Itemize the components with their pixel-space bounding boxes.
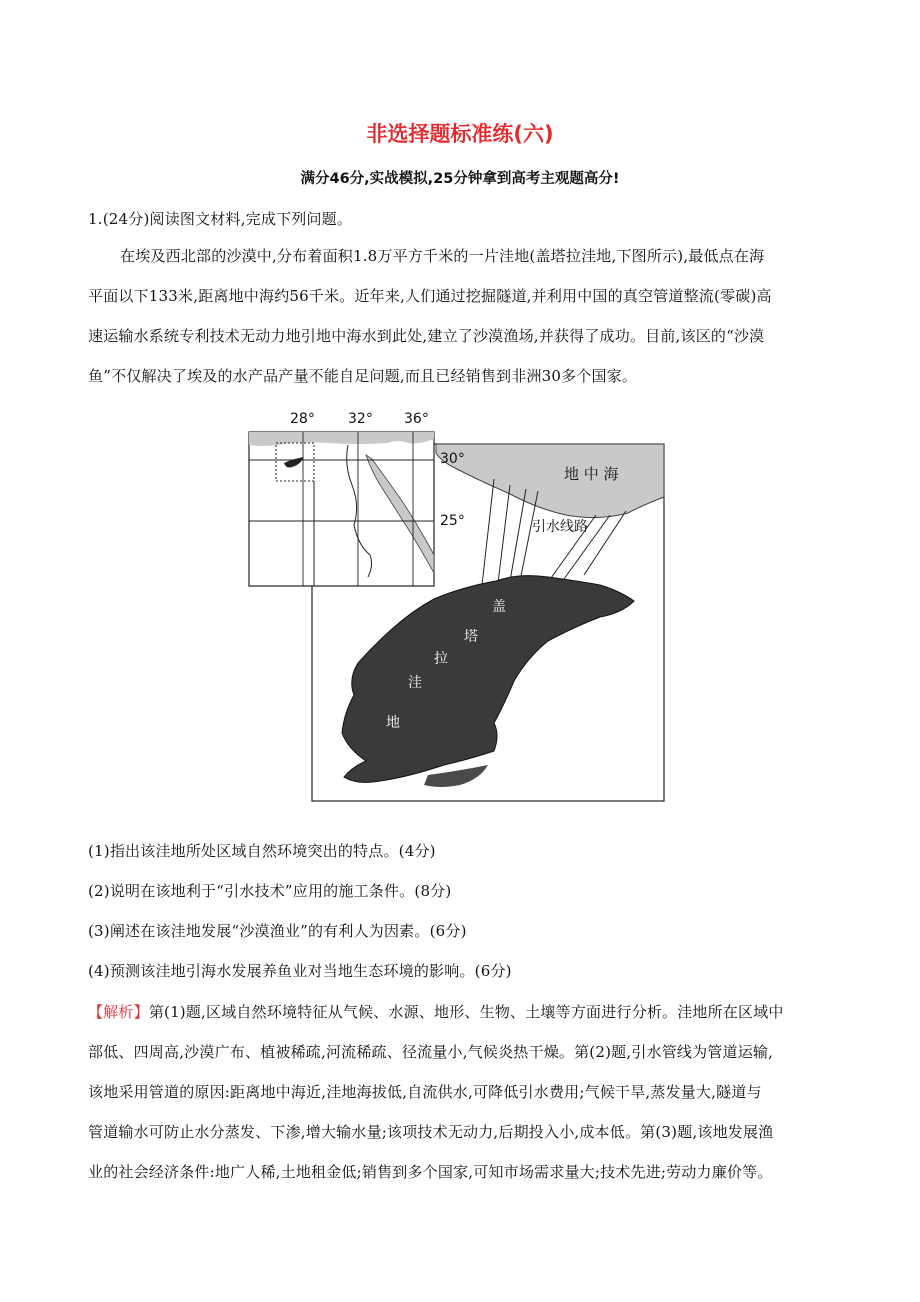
analysis-line: 业的社会经济条件:地广人稀,土地租金低;销售到多个国家,可知市场需求量大;技术先进;劳动力廉价等。 — [88, 1163, 773, 1181]
depression-char: 拉 — [434, 651, 448, 667]
depression-char: 塔 — [464, 629, 478, 645]
material-line: 速运输水系统专利技术无动力地引地中海水到此处,建立了沙漠渔场,并获得了成功。目前,该区的“沙漠 — [88, 327, 765, 345]
subquestion: (3)阐述在该洼地发展“沙漠渔业”的有利人为因素。(6分) — [88, 922, 467, 940]
sea-label: 地 中 海 — [564, 465, 619, 483]
route-label: 引水线路 — [532, 519, 588, 535]
map-figure — [248, 405, 668, 805]
page-subtitle: 满分46分,实战模拟,25分钟拿到高考主观题高分! — [300, 171, 620, 187]
depression-char: 洼 — [408, 675, 422, 691]
depression-char: 盖 — [492, 599, 506, 615]
lat-label: 30° — [440, 451, 465, 467]
analysis-line: 部低、四周高,沙漠广布、植被稀疏,河流稀疏、径流量小,气候炎热干燥。第(2)题,引水管线为管道运输, — [88, 1043, 774, 1061]
material-line: 平面以下133米,距离地中海约56千米。近年来,人们通过挖掘隧道,并利用中国的真空管道整流(零碳)高 — [88, 287, 772, 305]
subquestion: (2)说明在该地利于“引水技术”应用的施工条件。(8分) — [88, 882, 452, 900]
material-line: 在埃及西北部的沙漠中,分布着面积1.8万平方千米的一片洼地(盖塔拉洼地,下图所示),最低点在海 — [120, 247, 765, 265]
depression-char: 地 — [386, 715, 400, 731]
subquestion: (1)指出该洼地所处区域自然环境突出的特点。(4分) — [88, 842, 436, 860]
analysis-text: 第(1)题,区域自然环境特征从气候、水源、地形、生物、土壤等方面进行分析。洼地所在区域中 — [148, 1003, 784, 1021]
lon-label: 28° — [290, 411, 315, 427]
lon-label: 32° — [348, 411, 373, 427]
analysis-line: 该地采用管道的原因:距离地中海近,洼地海拔低,自流供水,可降低引水费用;气候干旱,蒸发量大,隧道与 — [88, 1083, 762, 1101]
analysis-line: 管道输水可防止水分蒸发、下渗,增大输水量;该项技术无动力,后期投入小,成本低。第(3)题,该地发展渔 — [88, 1123, 774, 1141]
analysis-first-line — [88, 1001, 784, 1022]
lon-label: 36° — [404, 411, 429, 427]
material-line: 鱼”不仅解决了埃及的水产品产量不能自足问题,而且已经销售到非洲30多个国家。 — [88, 367, 638, 385]
page-title: 非选择题标准练(六) — [366, 122, 554, 146]
lat-label: 25° — [440, 513, 465, 529]
subquestion: (4)预测该洼地引海水发展养鱼业对当地生态环境的影响。(6分) — [88, 962, 512, 980]
question-number: 1.(24分)阅读图文材料,完成下列问题。 — [88, 210, 353, 228]
analysis-tag: 【解析】 — [88, 1003, 149, 1021]
